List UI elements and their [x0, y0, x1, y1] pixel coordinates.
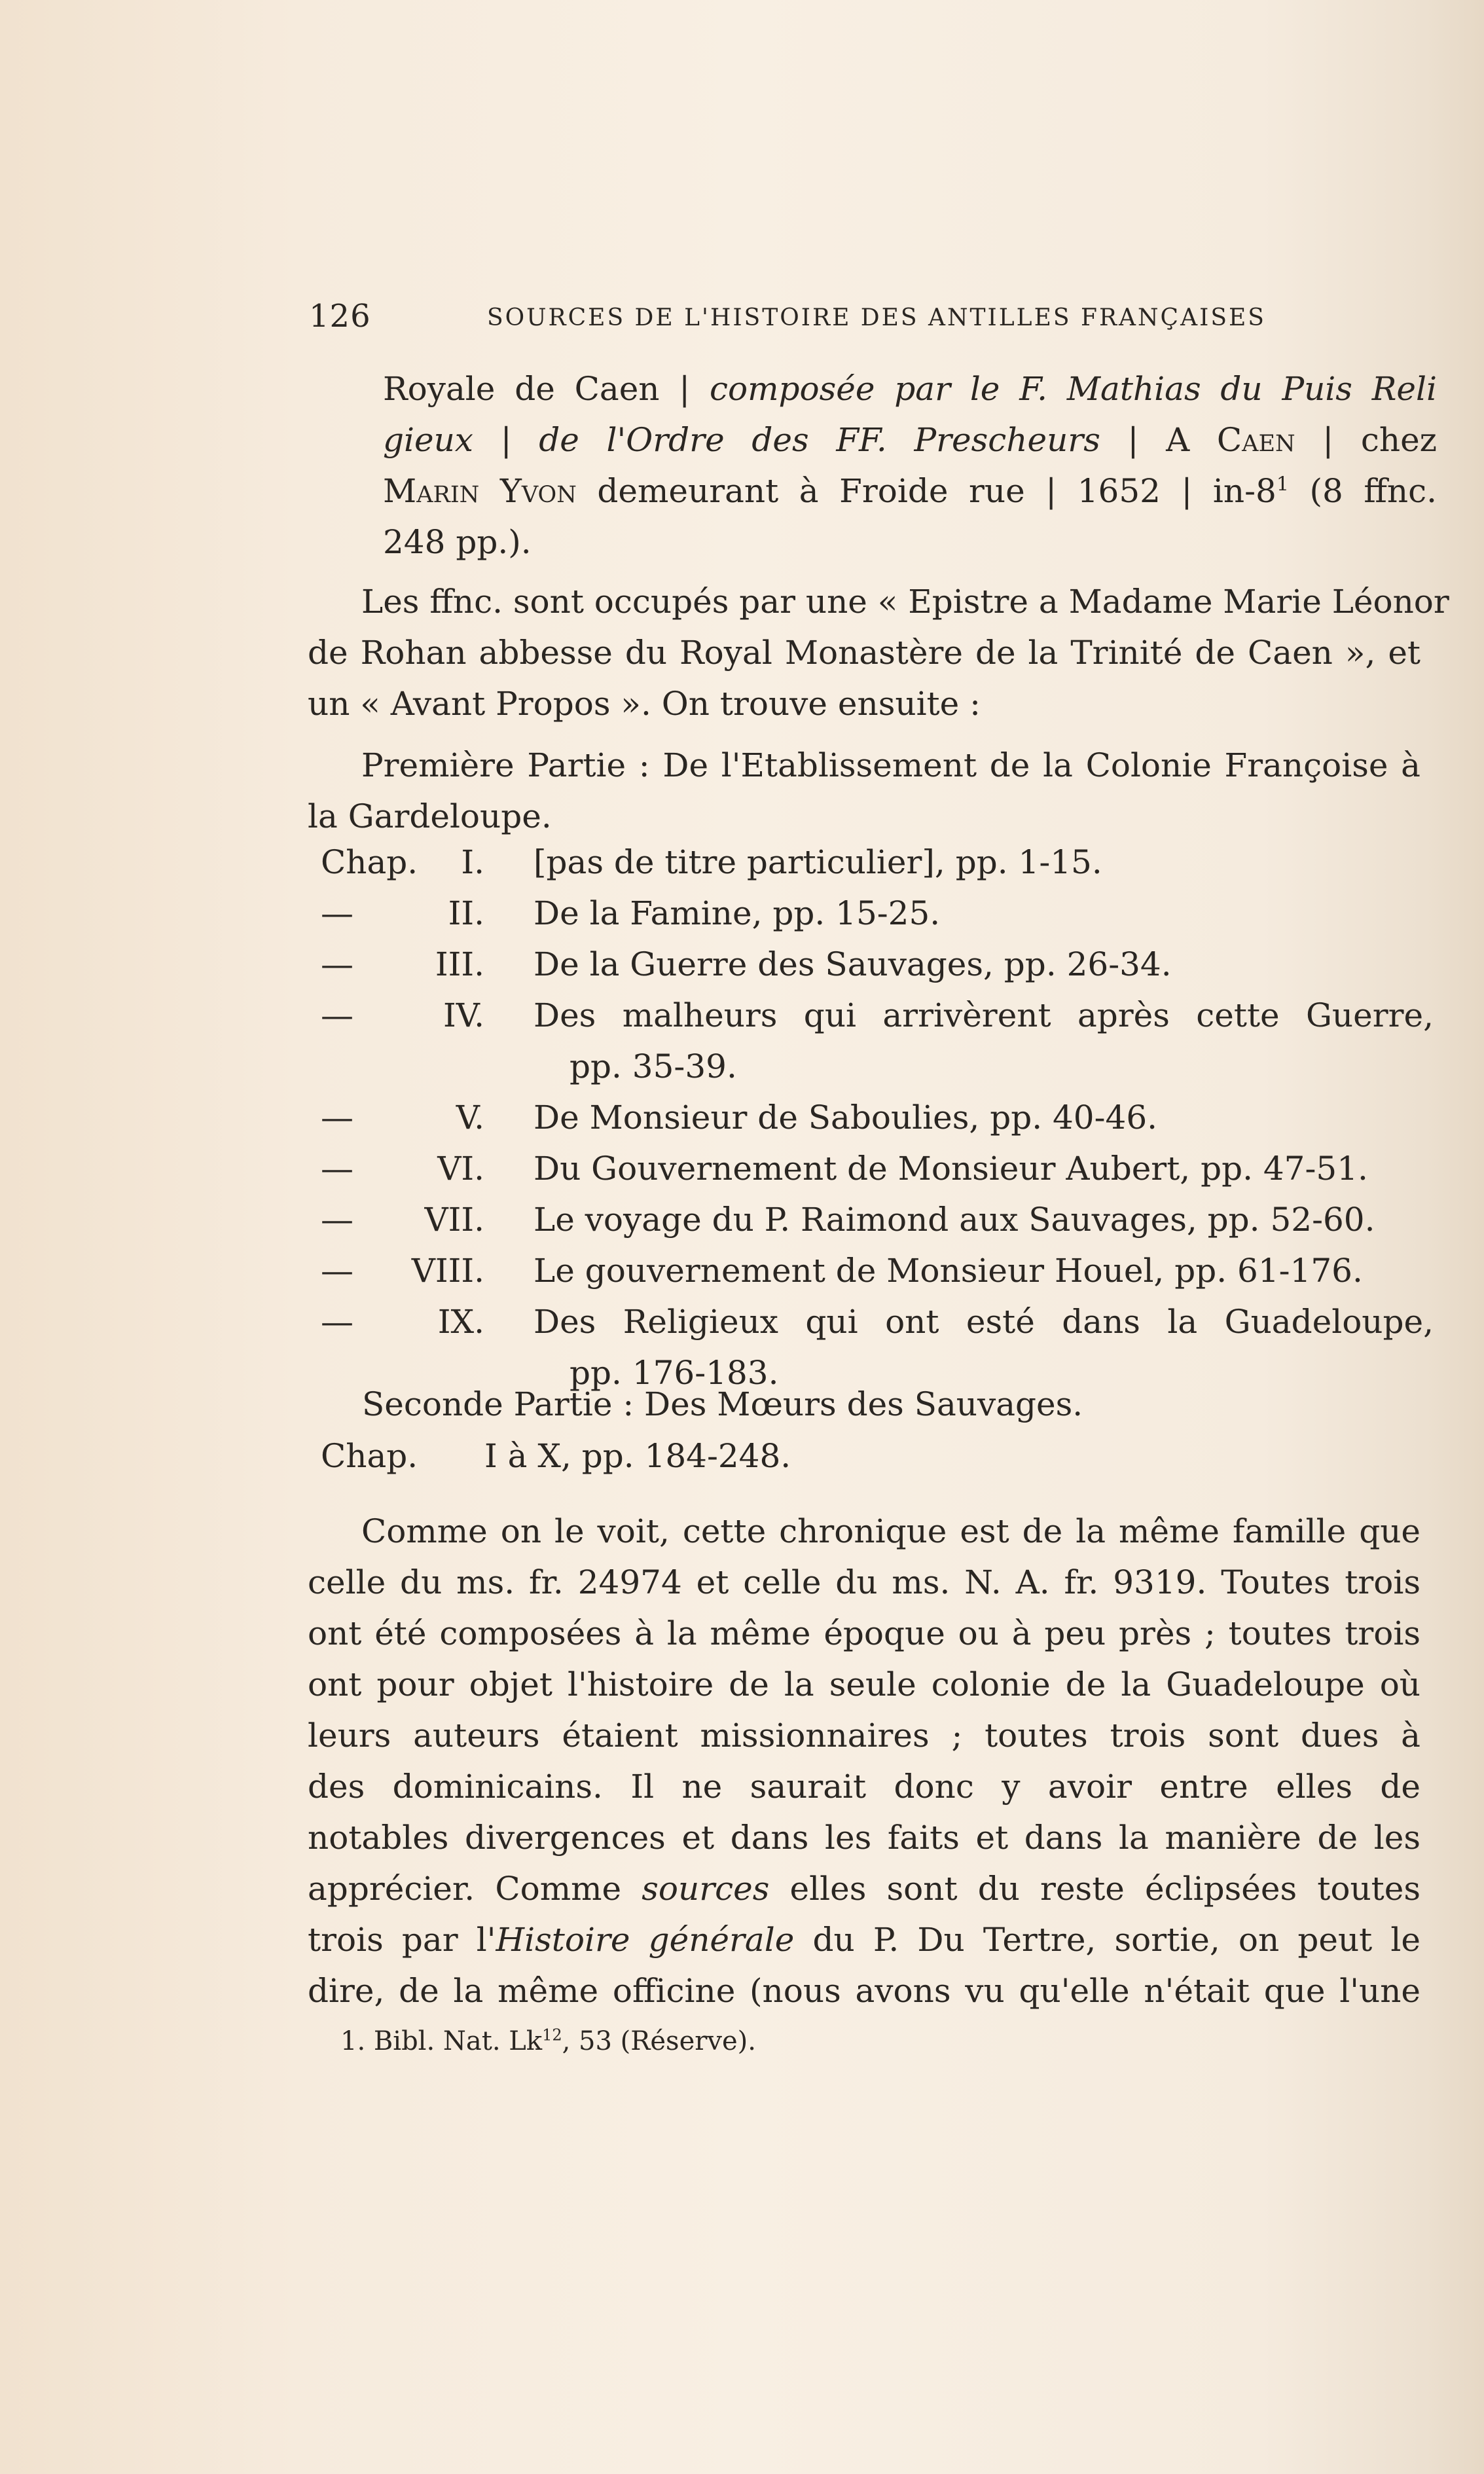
chapter-title: De la Famine, pp. 15-25.	[534, 894, 941, 932]
small-caps-text: Marin Yvon	[383, 472, 577, 510]
chapter-list	[321, 837, 1434, 1398]
text-line: ont été composées à la même époque ou à peu près ; toutes trois	[308, 1614, 1421, 1652]
italic-text: sources	[642, 1870, 770, 1908]
text-line: Royale de Caen | composée par le F. Mathias du Puis Reli	[383, 370, 1437, 408]
chapter-pages: pp. 35-39.	[570, 1047, 737, 1085]
chapter-entry-continuation	[321, 1041, 1434, 1092]
text-line: celle du ms. fr. 24974 et celle du ms. N. A. fr. 9319. Toutes trois	[308, 1563, 1421, 1601]
text-line: ont pour objet l'histoire de la seule colonie de la Guadeloupe où	[308, 1665, 1421, 1703]
chapter-number: IV.	[443, 996, 484, 1034]
page-header	[309, 298, 1435, 344]
italic-text: composée par le F. Mathias du Puis Reli	[709, 370, 1437, 408]
small-caps-text: Caen	[1216, 421, 1295, 459]
ditto-dash: —	[321, 1201, 353, 1239]
chapter-title: Le gouvernement de Monsieur Houel, pp. 61-176.	[534, 1252, 1363, 1290]
chapter-title: [pas de titre particulier], pp. 1-15.	[534, 843, 1102, 881]
chapter-entry	[321, 1143, 1434, 1194]
paragraph-ffnc	[308, 576, 1449, 729]
citation-block	[308, 363, 1437, 568]
chapter-title: Des Religieux qui ont esté dans la Guadeloupe,	[534, 1303, 1434, 1341]
chapter-number: II.	[448, 894, 484, 932]
seconde-partie-heading: Seconde Partie : Des Mœurs des Sauvages.	[362, 1385, 1083, 1423]
text-line: notables divergences et dans les faits et dans la manière de les	[308, 1819, 1421, 1857]
chap-label: Chap.	[321, 843, 418, 881]
chapter-entry	[321, 1296, 1434, 1347]
italic-text: gieux	[383, 421, 473, 459]
page-number: 126	[309, 298, 371, 335]
chapter-entry	[321, 1245, 1434, 1296]
text-line: 248 pp.).	[383, 523, 532, 561]
footnote-ref: 1	[1276, 473, 1289, 496]
ditto-dash: —	[321, 1099, 353, 1137]
italic-text: de l'Ordre des FF. Prescheurs	[539, 421, 1100, 459]
paragraph-comme	[308, 1506, 1421, 2016]
text-line: des dominicains. Il ne saurait donc y avoir entre elles de	[308, 1768, 1421, 1806]
chapter-entry	[321, 990, 1434, 1041]
chapter-number: I.	[461, 843, 484, 881]
chapter-number: VI.	[437, 1150, 484, 1188]
footnote	[340, 2022, 756, 2061]
chapter-title: De la Guerre des Sauvages, pp. 26-34.	[534, 945, 1172, 983]
ditto-dash: —	[321, 1150, 353, 1188]
ditto-dash: —	[321, 1252, 353, 1290]
chapter-entry	[321, 837, 1434, 888]
premiere-partie	[308, 740, 1421, 842]
text-line: Comme on le voit, cette chronique est de la même famille que	[361, 1512, 1421, 1550]
running-title: SOURCES DE L'HISTOIRE DES ANTILLES FRANÇAISES	[487, 304, 1266, 331]
footnote-text: Bibl. Nat. Lk	[373, 2026, 543, 2056]
chapter-number: VIII.	[411, 1252, 484, 1290]
ditto-dash: —	[321, 996, 353, 1034]
chapter-number: V.	[456, 1099, 484, 1137]
text-line: Marin Yvon demeurant à Froide rue | 1652 | $in-8^1$ (8 ffnc.	[383, 472, 1437, 510]
chap-range: I à X, pp. 184-248.	[484, 1437, 791, 1475]
chapter-pages: pp. 176-183.	[570, 1354, 779, 1392]
chapter-entry	[321, 1194, 1434, 1245]
text-line: de Rohan abbesse du Royal Monastère de la Trinité de Caen », et	[308, 634, 1421, 672]
chapter-entry	[321, 1092, 1434, 1143]
footnote-number: 1.	[340, 2026, 366, 2056]
text-line: apprécier. Comme sources elles sont du reste éclipsées toutes	[308, 1870, 1421, 1908]
chapter-title: Du Gouvernement de Monsieur Aubert, pp. 47-51.	[534, 1150, 1368, 1188]
chapter-title: Le voyage du P. Raimond aux Sauvages, pp. 52-60.	[534, 1201, 1375, 1239]
chapter-number: IX.	[437, 1303, 484, 1341]
text-line: trois par l'Histoire générale du P. Du Tertre, sortie, on peut le	[308, 1921, 1421, 1959]
chapter-number: VII.	[424, 1201, 484, 1239]
text-line: la Gardeloupe.	[308, 797, 552, 835]
text-line: leurs auteurs étaient missionnaires ; toutes trois sont dues à	[308, 1717, 1421, 1755]
footnote-text-end: , 53 (Réserve).	[562, 2026, 756, 2056]
chapter-entry	[321, 939, 1434, 990]
text-line: Les ffnc. sont occupés par une « Epistre a Madame Marie Léonor	[361, 583, 1449, 621]
ditto-dash: —	[321, 1303, 353, 1341]
chapter-number: III.	[435, 945, 484, 983]
seconde-partie-chapters	[321, 1430, 791, 1482]
chapter-entry	[321, 888, 1434, 939]
chapter-title: Des malheurs qui arrivèrent après cette Guerre,	[534, 996, 1434, 1034]
text-line: dire, de la même officine (nous avons vu qu'elle n'était que l'une	[308, 1972, 1421, 2010]
ditto-dash: —	[321, 945, 353, 983]
text-line: Première Partie : De l'Etablissement de la Colonie Françoise à	[361, 746, 1421, 784]
text-line: gieux | de l'Ordre des FF. Prescheurs | A Caen | chez	[383, 421, 1437, 459]
text-line: un « Avant Propos ». On trouve ensuite :	[308, 685, 981, 723]
chap-label: Chap.	[321, 1437, 418, 1475]
italic-text: Histoire générale	[496, 1921, 795, 1959]
ditto-dash: —	[321, 894, 353, 932]
chapter-title: De Monsieur de Saboulies, pp. 40-46.	[534, 1099, 1158, 1137]
footnote-sup: 12	[542, 2026, 562, 2045]
